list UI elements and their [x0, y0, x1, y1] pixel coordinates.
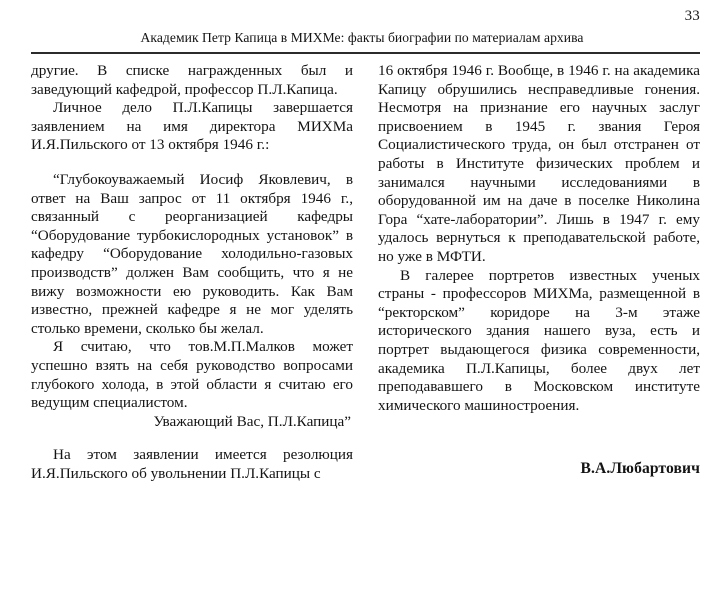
- running-head: Академик Петр Капица в МИХМе: факты биографии по материалам архива: [140, 30, 584, 45]
- body-columns: [31, 62, 700, 532]
- paragraph-resolution: На этом заявлении имеется резолюция И.Я.Пильского об увольнении П.Л.Капицы с: [31, 446, 353, 482]
- page-number: 33: [684, 8, 700, 24]
- author-signature: В.А.Любартович: [580, 460, 700, 477]
- quote-signature: Уважающий Вас, П.Л.Капица”: [153, 412, 351, 430]
- paragraph-awarded-list: другие. В списке награжденных был и заведующий кафедрой, профессор П.Л.Капица.: [31, 62, 353, 98]
- quoted-letter: [31, 171, 353, 431]
- column-left: [31, 62, 353, 483]
- quote-paragraph-2: Я считаю, что тов.М.П.Малков может успешно взять на себя руководство вопросами глубокого холода, в этой области я считаю его ведущим специалистом.: [31, 338, 353, 412]
- header-rule: [31, 52, 700, 54]
- paragraph-portrait-gallery: В галерее портретов известных ученых страны - профессоров МИХМа, размещенной в “ректорском” коридоре на 3-м этаже исторического здания нашего вуза, есть и портрет выдающегося физика современности, академика П.Л.Капицы, более двух лет преподававшего в Московском институте химического машиностроения.: [378, 266, 700, 414]
- column-right: [378, 62, 700, 477]
- paragraph-persecution: 16 октября 1946 г. Вообще, в 1946 г. на академика Капицу обрушились несправедливые гонения. Несмотря на признание его научных заслуг присвоением в 1945 г. звания Героя Социалистического труда, он был отстранен от работы в Институте физических проблем и занимался научными исследованиями в оборудованной им на даче в поселке Николина Гора “хате-лаборатории”. Лишь в 1947 г. ему удалось вернуться к преподавательской работе, но уже в МФТИ.: [378, 62, 700, 265]
- paragraph-personal-file: Личное дело П.Л.Капицы завершается заявлением на имя директора МИХМа И.Я.Пильского от 13 октября 1946 г.:: [31, 99, 353, 154]
- quote-paragraph-1: “Глубокоуважаемый Иосиф Яковлевич, в ответ на Ваш запрос от 11 октября 1946 г., связанный с реорганизацией кафедры “Оборудование турбокислородных установок” в кафедру “Оборудование холодильно-газовых производств” должен Вам сообщить, что я не вижу возможности ею руководить. Как Вам известно, прежней кафедре я не мог уделять столько времени, сколько бы желал.: [31, 170, 353, 337]
